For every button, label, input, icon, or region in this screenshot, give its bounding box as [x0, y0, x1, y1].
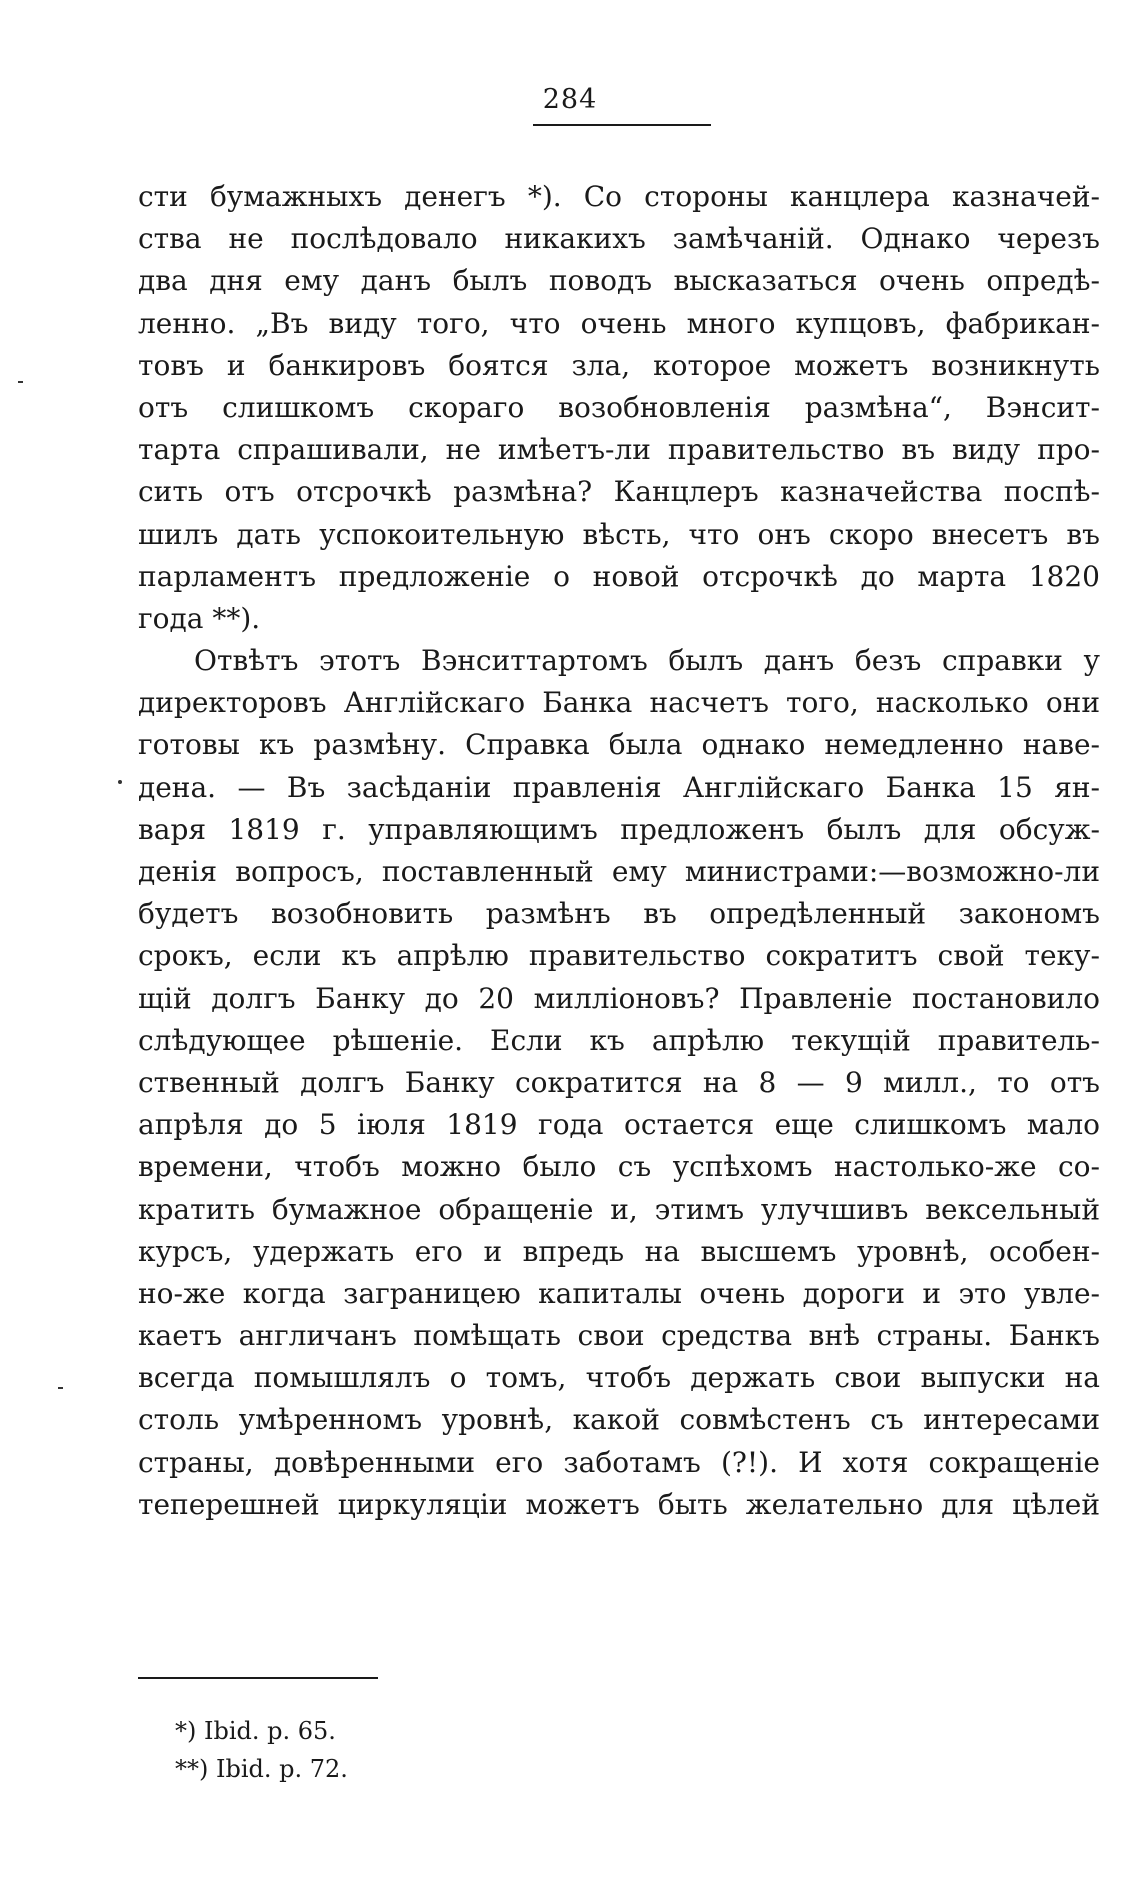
text-line: но-же когда заграницею капиталы очень дороги и это увле-	[138, 1276, 1100, 1310]
text-line: года **).	[138, 601, 261, 635]
text-line: курсъ, удержать его и впредь на высшемъ уровнѣ, особен-	[138, 1234, 1100, 1268]
text-line: сить отъ отсрочкѣ размѣна? Канцлеръ казначейства поспѣ-	[138, 475, 1100, 509]
scan-speck	[58, 1387, 63, 1389]
footnote: *) Ibid. p. 65.	[175, 1717, 336, 1745]
text-line: директоровъ Англійскаго Банка насчетъ того, насколько они	[138, 686, 1100, 720]
text-line: Отвѣтъ этотъ Вэнситтартомъ былъ данъ безъ справки у	[194, 644, 1100, 678]
text-line: денія вопросъ, поставленный ему министрами:—возможно-ли	[138, 855, 1100, 888]
text-line: слѣдующее рѣшеніе. Если къ апрѣлю текущій правитель-	[138, 1023, 1100, 1057]
text-line: парламентъ предложеніе о новой отсрочкѣ до марта 1820	[138, 559, 1100, 593]
scan-speck	[118, 780, 122, 784]
text-line: ства не послѣдовало никакихъ замѣчаній. Однако черезъ	[138, 222, 1100, 256]
footnote: **) Ibid. p. 72.	[175, 1755, 348, 1783]
header-rule	[533, 124, 711, 126]
footnotes	[175, 1712, 348, 1788]
text-line: ленно. „Въ виду того, что очень много купцовъ, фабрикан-	[138, 306, 1100, 340]
text-line: апрѣля до 5 іюля 1819 года остается еще слишкомъ мало	[138, 1108, 1100, 1142]
text-line: кратить бумажное обращеніе и, этимъ улучшивъ вексельный	[138, 1192, 1100, 1226]
text-line: товъ и банкировъ боятся зла, которое можетъ возникнуть	[138, 348, 1100, 382]
text-line: ственный долгъ Банку сократится на 8 — 9 милл., то отъ	[138, 1065, 1100, 1099]
text-line: страны, довѣренными его заботамъ (?!). И хотя сокращеніе	[138, 1445, 1100, 1479]
text-line: два дня ему данъ былъ поводъ высказаться очень опредѣ-	[138, 264, 1100, 298]
scan-speck	[18, 381, 23, 383]
text-line: будетъ возобновить размѣнъ въ опредѣленный закономъ	[138, 897, 1100, 931]
text-line: всегда помышлялъ о томъ, чтобъ держать свои выпуски на	[138, 1361, 1100, 1395]
text-line: варя 1819 г. управляющимъ предложенъ былъ для обсуж-	[138, 812, 1100, 846]
text-line: сти бумажныхъ денегъ *). Со стороны канцлера казначей-	[138, 180, 1100, 213]
text-line: столь умѣренномъ уровнѣ, какой совмѣстенъ съ интересами	[138, 1403, 1100, 1437]
body-text	[138, 176, 1100, 1526]
text-line: времени, чтобъ можно было съ успѣхомъ настолько-же со-	[138, 1150, 1100, 1184]
text-line: тарта спрашивали, не имѣетъ-ли правительство въ виду про-	[138, 433, 1100, 467]
footnote-rule	[138, 1677, 378, 1679]
text-line: отъ слишкомъ скораго возобновленія размѣна“, Вэнсит-	[138, 390, 1100, 424]
page-number: 284	[542, 84, 598, 115]
text-line: дена. — Въ засѣданіи правленія Англійскаго Банка 15 ян-	[138, 770, 1100, 804]
text-line: шилъ дать успокоительную вѣсть, что онъ скоро внесетъ въ	[138, 517, 1100, 551]
text-line: теперешней циркуляціи можетъ быть желательно для цѣлей	[138, 1487, 1100, 1521]
text-line: готовы къ размѣну. Справка была однако немедленно наве-	[138, 728, 1100, 762]
text-line: срокъ, если къ апрѣлю правительство сократитъ свой теку-	[138, 939, 1100, 973]
text-line: каетъ англичанъ помѣщать свои средства внѣ страны. Банкъ	[138, 1319, 1100, 1353]
text-line: щій долгъ Банку до 20 милліоновъ? Правленіе постановило	[138, 981, 1100, 1015]
